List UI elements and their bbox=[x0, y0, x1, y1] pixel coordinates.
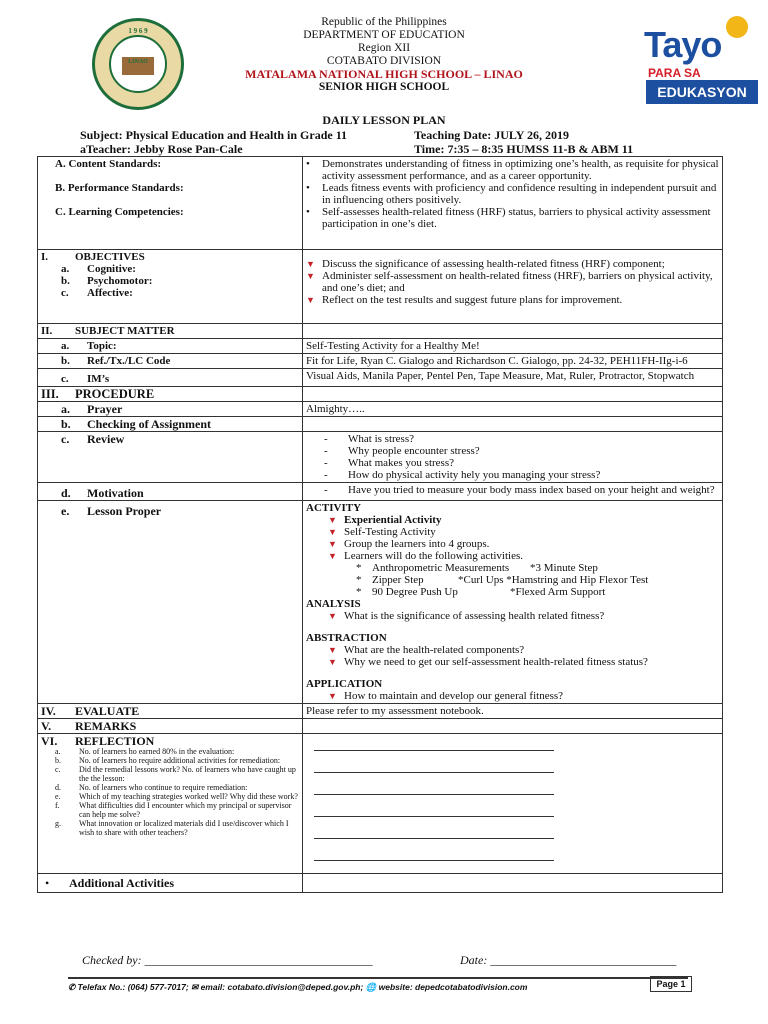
list-item: What is stress? bbox=[348, 433, 414, 445]
teaching-date: Teaching Date: JULY 26, 2019 bbox=[414, 128, 570, 142]
website-icon: 🌐 bbox=[365, 982, 377, 992]
psychomotor-label: Psychomotor: bbox=[87, 275, 153, 287]
arrow-bullet-icon: ▼ bbox=[328, 645, 337, 655]
list-item: ▼ Reflect on the test results and suggest future plans for improvement. bbox=[306, 294, 623, 306]
lesson-proper-label: Lesson Proper bbox=[87, 504, 162, 518]
list-item: • Self-assesses health-related fitness (HRF) status, barriers to physical activity assessment participation in one’s diet. bbox=[306, 206, 711, 230]
arrow-bullet-icon: ▼ bbox=[328, 527, 337, 537]
list-item: ▼ Discuss the significance of assessing health-related fitness (HRF) component; bbox=[306, 258, 665, 270]
arrow-bullet-icon: ▼ bbox=[328, 551, 337, 561]
header-line-2: DEPARTMENT OF EDUCATION bbox=[303, 29, 465, 41]
header-line-1: Republic of the Philippines bbox=[321, 16, 447, 28]
activity-heading: ACTIVITY bbox=[306, 502, 362, 514]
test-item: *Curl Ups *Hamstring and Hip Flexor Test bbox=[458, 574, 649, 586]
materials-label: IM’s bbox=[87, 373, 110, 385]
procedure-heading: PROCEDURE bbox=[75, 387, 155, 401]
arrow-bullet-icon: ▼ bbox=[328, 691, 337, 701]
affective-label: Affective: bbox=[87, 287, 133, 299]
answer-line bbox=[314, 850, 554, 861]
evaluate-value: Please refer to my assessment notebook. bbox=[303, 704, 723, 719]
reflection-row bbox=[38, 734, 723, 874]
standards-content bbox=[303, 157, 723, 250]
test-item: Zipper Step bbox=[372, 574, 424, 586]
standards-row bbox=[38, 157, 723, 250]
list-item: How do physical activity hely you managing your stress? bbox=[348, 469, 601, 481]
list-item: Why people encounter stress? bbox=[348, 445, 480, 457]
objectives-labels: I. OBJECTIVES a. Cognitive: b. Psychomotor: c. Affective: bbox=[38, 250, 303, 324]
subject-matter-heading-row: II. SUBJECT MATTER bbox=[38, 324, 723, 339]
list-item: How to maintain and develop our general fitness? bbox=[344, 690, 564, 702]
time-line: Time: 7:35 – 8:35 HUMSS 11-B & ABM 11 bbox=[414, 142, 634, 156]
reflection-heading: REFLECTION bbox=[75, 734, 155, 748]
motivation-text: Have you tried to measure your body mass index based on your height and weight? bbox=[348, 484, 715, 496]
lesson-plan-table bbox=[37, 156, 723, 893]
remarks-heading: REMARKS bbox=[75, 719, 137, 733]
reflection-item: No. of learners who continue to require remediation: bbox=[79, 783, 248, 792]
application-heading: APPLICATION bbox=[306, 678, 383, 690]
reference-value: Fit for Life, Ryan C. Gialogo and Richardson C. Gialogo, pp. 24-32, PEH11FH-IIg-i-6 bbox=[303, 354, 723, 369]
review-label: Review bbox=[87, 432, 125, 446]
arrow-bullet-icon: ▼ bbox=[328, 539, 337, 549]
test-item: *Flexed Arm Support bbox=[510, 586, 606, 598]
header-line-3: Region XII bbox=[357, 42, 411, 54]
reference-row: b. Ref./Tx./LC Code Fit for Life, Ryan C. Gialogo and Richardson C. Gialogo, pp. 24-32, PEH11FH-IIg-i-6 bbox=[38, 354, 723, 369]
reflection-item: Did the remedial lessons work? No. of learners who have caught up the the lesson: bbox=[79, 765, 296, 783]
logo-figure-icon bbox=[726, 16, 748, 38]
assignment-label: Checking of Assignment bbox=[87, 417, 212, 431]
topic-label: Topic: bbox=[87, 340, 117, 352]
procedure-heading-row: III. PROCEDURE bbox=[38, 387, 723, 402]
seal-place: LINAO bbox=[128, 59, 148, 65]
arrow-bullet-icon: ▼ bbox=[306, 271, 315, 281]
reflection-item: What difficulties did I encounter which my principal or supervisor can help me solve? bbox=[79, 801, 292, 819]
additional-activities-heading: Additional Activities bbox=[69, 876, 175, 890]
arrow-bullet-icon: ▼ bbox=[328, 515, 337, 525]
analysis-heading: ANALYSIS bbox=[306, 598, 361, 610]
seal-year: 1 9 6 9 bbox=[128, 27, 148, 35]
email-icon: ✉ bbox=[191, 982, 199, 992]
reflection-answers bbox=[303, 734, 723, 874]
objectives-number: I. bbox=[41, 251, 49, 263]
prayer-row: a. Prayer Almighty….. bbox=[38, 402, 723, 417]
prayer-value: Almighty….. bbox=[303, 402, 723, 417]
reference-label: Ref./Tx./LC Code bbox=[87, 355, 171, 367]
list-item: • Demonstrates understanding of fitness in optimizing one’s health, as requisite for physical activity assessment performance, and as a career opportunity. bbox=[306, 158, 719, 182]
list-item: What are the health-related components? bbox=[344, 644, 525, 656]
logo-tayo: Tayo bbox=[644, 24, 722, 65]
evaluate-row: IV. EVALUATE Please refer to my assessment notebook. bbox=[38, 704, 723, 719]
checked-by-line: Checked by: ______________________________________ bbox=[82, 953, 373, 967]
answer-line bbox=[314, 740, 554, 751]
email: email: cotabato.division@deped.gov.ph; bbox=[200, 982, 364, 992]
test-item: Anthropometric Measurements bbox=[372, 562, 510, 574]
list-item: ▼ Administer self-assessment on health-related fitness (HRF), barriers on physical activity, and one’s diet; and bbox=[306, 270, 713, 294]
cognitive-label: Cognitive: bbox=[87, 263, 136, 275]
answer-line bbox=[314, 828, 554, 839]
answer-line bbox=[314, 762, 554, 773]
list-item: What is the significance of assessing health related fitness? bbox=[344, 610, 605, 622]
arrow-bullet-icon: ▼ bbox=[328, 611, 337, 621]
footer bbox=[68, 977, 688, 993]
list-item: Learners will do the following activities. bbox=[344, 550, 524, 562]
prayer-label: Prayer bbox=[87, 402, 123, 416]
list-item: Experiential Activity bbox=[344, 514, 442, 526]
telefax: Telefax No.: (064) 577-7017; bbox=[77, 982, 189, 992]
header-line-6: SENIOR HIGH SCHOOL bbox=[318, 81, 450, 93]
topic-row: a. Topic: Self-Testing Activity for a Healthy Me! bbox=[38, 339, 723, 354]
materials-row: c. IM’s Visual Aids, Manila Paper, Pentel Pen, Tape Measure, Mat, Ruler, Protractor, Stopwatch bbox=[38, 369, 723, 387]
header-line-4: COTABATO DIVISION bbox=[326, 55, 442, 67]
reflection-item: No. of learners ho require additional activities for remediation: bbox=[79, 756, 281, 765]
reflection-item: What innovation or localized materials did I use/discover which I wish to share with other teachers? bbox=[79, 819, 289, 837]
materials-value: Visual Aids, Manila Paper, Pentel Pen, Tape Measure, Mat, Ruler, Protractor, Stopwatch bbox=[303, 369, 723, 387]
review-row: c. Review - What is stress? - Why people encounter stress? - What makes you stress? - How do physical activity hely you managing your stress? bbox=[38, 432, 723, 483]
list-item: Why we need to get our self-assessment health-related fitness status? bbox=[344, 656, 648, 668]
subject-matter-heading: SUBJECT MATTER bbox=[75, 325, 175, 337]
reflection-item: Which of my teaching strategies worked well? Why did these work? bbox=[79, 792, 298, 801]
objectives-heading: OBJECTIVES bbox=[75, 251, 145, 263]
tayo-logo bbox=[636, 14, 760, 110]
arrow-bullet-icon: ▼ bbox=[306, 259, 315, 269]
lesson-proper-content: ACTIVITY ▼ Experiential Activity ▼ Self-Testing Activity ▼ Group the learners into 4 groups. ▼ Learners will do the following activities. * Anthropometric Measurements *3 Minute Step * Zipper Step *Curl Ups *Hamstring and Hip Flexor Test * 90 Degree Push Up *Flexed Arm Support ANALYSIS ▼ What is the significance of assessing health related fitness? ABSTRACTION ▼ What are the health-related components? ▼ Why we need to get our self-assessment health-related fitness status? APPLICATION ▼ How to maintain and develop our general fitness? bbox=[303, 501, 723, 704]
arrow-bullet-icon: ▼ bbox=[306, 295, 315, 305]
list-item: Group the learners into 4 groups. bbox=[344, 538, 490, 550]
standards-labels bbox=[38, 157, 303, 250]
website: website: depedcotabatodivision.com bbox=[378, 982, 528, 992]
review-content: - What is stress? - Why people encounter stress? - What makes you stress? - How do physical activity hely you managing your stress? bbox=[303, 432, 723, 483]
logo-edukasyon: EDUKASYON bbox=[646, 80, 758, 104]
list-item: • Leads fitness events with proficiency and confidence resulting in independent pursuit and in influencing others positively. bbox=[306, 182, 717, 206]
objectives-row bbox=[38, 250, 723, 324]
remarks-row: V. REMARKS bbox=[38, 719, 723, 734]
test-item: *3 Minute Step bbox=[530, 562, 598, 574]
motivation-label: Motivation bbox=[87, 486, 144, 500]
objectives-content bbox=[303, 250, 723, 324]
assignment-row: b. Checking of Assignment bbox=[38, 417, 723, 432]
answer-line bbox=[314, 784, 554, 795]
logo-para-sa: PARA SA bbox=[648, 66, 701, 80]
subject-line: Subject: Physical Education and Health in Grade 11 bbox=[80, 128, 348, 142]
telefax-icon: ✆ bbox=[68, 982, 76, 992]
reflection-item: No. of learners ho earned 80% in the evaluation: bbox=[79, 747, 235, 756]
additional-row: • Additional Activities bbox=[38, 874, 723, 893]
topic-value: Self-Testing Activity for a Healthy Me! bbox=[303, 339, 723, 354]
abstraction-heading: ABSTRACTION bbox=[306, 632, 387, 644]
learning-competencies-label: C. Learning Competencies: bbox=[55, 206, 184, 218]
evaluate-heading: EVALUATE bbox=[75, 704, 140, 718]
arrow-bullet-icon: ▼ bbox=[328, 657, 337, 667]
list-item: Self-Testing Activity bbox=[344, 526, 436, 538]
page-number: Page 1 bbox=[650, 976, 692, 992]
list-item: What makes you stress? bbox=[348, 457, 454, 469]
teacher-line: aTeacher: Jebby Rose Pan-Cale bbox=[80, 142, 243, 156]
motivation-row: d. Motivation - Have you tried to measure your body mass index based on your height and weight? bbox=[38, 483, 723, 501]
test-item: 90 Degree Push Up bbox=[372, 586, 458, 598]
school-name: MATALAMA NATIONAL HIGH SCHOOL – LINAO bbox=[245, 67, 523, 81]
lesson-proper-row: e. Lesson Proper ACTIVITY ▼ Experiential Activity ▼ Self-Testing Activity ▼ Group the learners into 4 groups. ▼ Learners will do the following activities. * Anthropometric Measurements *3 Minute Step * Zipper Step *Curl Ups *Hamstring and Hip Flexor Test * 90 Degree Push Up *Flexed Arm Support ANALYSIS ▼ What is the significance of assessing health related fitness? ABSTRACTION ▼ What are the health-related components? ▼ Why we need to get our self-assessment health-related fitness status? APPLICATION ▼ How to maintain and develop our general fitness? bbox=[38, 501, 723, 704]
reflection-labels: VI. REFLECTION a. No. of learners ho earned 80% in the evaluation: b. No. of learners ho require additional activities for remediation: c. Did the remedial lessons work? No. of learners who have caught up the the lesson: d. No. of learners who continue to require remediation: e. Which of my teaching strategies worked well? Why did these work? f. What difficulties did I encounter which my principal or supervisor can help me solve? g. What innovation or localized materials did I use/discover which I wish to share with other teachers? bbox=[38, 734, 303, 874]
date-line: Date: _______________________________ bbox=[460, 953, 677, 967]
answer-line bbox=[314, 806, 554, 817]
document-title: DAILY LESSON PLAN bbox=[322, 113, 446, 127]
performance-standards-label: B. Performance Standards: bbox=[55, 182, 184, 194]
content-standards-label: A. Content Standards: bbox=[55, 158, 162, 170]
